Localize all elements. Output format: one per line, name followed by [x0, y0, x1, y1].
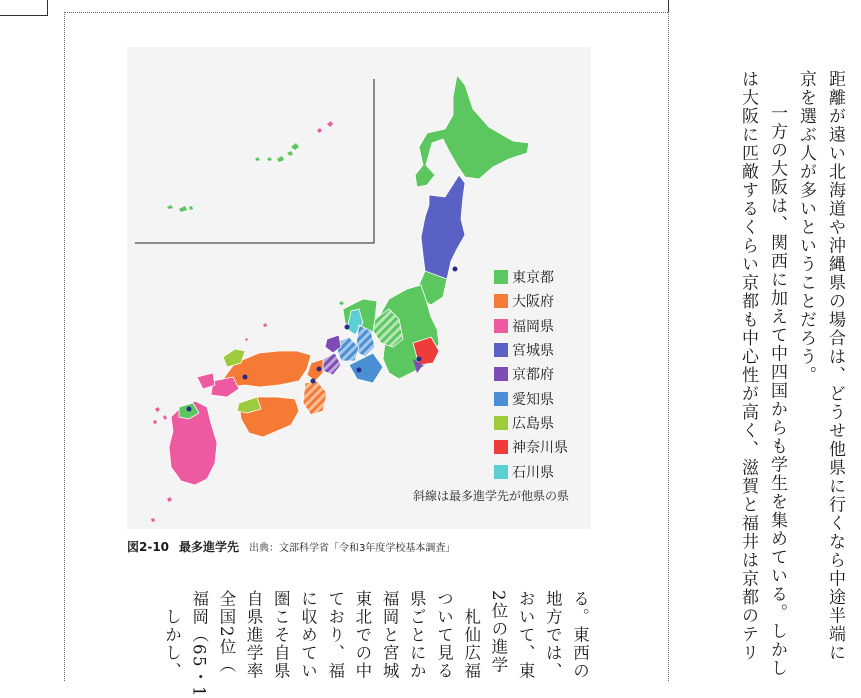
legend-item [494, 459, 568, 483]
map-legend [494, 265, 568, 484]
legend-swatch [494, 440, 508, 454]
hokkaido [415, 75, 529, 187]
legend-label: 神奈川県 [512, 440, 568, 457]
figure-source: 出典：文部科学省「令和3年度学校基本調査」 [249, 543, 456, 554]
okinawa-islands [167, 121, 333, 212]
legend-label: 石川県 [512, 464, 554, 481]
text-column: ており、福 [325, 590, 345, 680]
text-column: る。東西の [570, 590, 590, 680]
legend-swatch [494, 416, 508, 430]
kanazawa-marker [345, 325, 350, 330]
legend-item [494, 289, 568, 313]
legend-label: 京都府 [512, 367, 554, 384]
text-column: 京を選ぶ人が多いということだろう。 [796, 70, 816, 385]
legend-swatch [494, 392, 508, 406]
text-column: は大阪に匹敵するくらい京都も中心性が高く、滋賀と福井は京都のテリ [738, 70, 758, 662]
legend-swatch [494, 270, 508, 284]
legend-label: 東京都 [512, 270, 554, 287]
legend-item [494, 435, 568, 459]
legend-label: 宮城県 [512, 343, 554, 360]
legend-item [494, 338, 568, 362]
legend-item [494, 362, 568, 386]
text-column: 県ごとにか [407, 590, 427, 680]
column-divider [668, 12, 669, 681]
hiroshima-marker [243, 375, 248, 380]
top-tick [668, 0, 669, 12]
text-column: 東北での中 [352, 590, 372, 680]
text-column: しかし、 [162, 608, 182, 680]
legend-item [494, 314, 568, 338]
figure-caption [127, 538, 455, 555]
text-column: に収めてい [298, 590, 318, 680]
text-column: 札仙広福 [461, 608, 481, 680]
legend-swatch [494, 319, 508, 333]
text-column: 福岡と宮城 [380, 590, 400, 680]
legend-item [494, 265, 568, 289]
fukuoka-marker [187, 407, 192, 412]
legend-item [494, 386, 568, 410]
text-column: おいて、東 [516, 590, 536, 680]
text-column: 全国2位（ [216, 590, 236, 674]
tokyo-marker [417, 357, 422, 362]
text-column: 圏こそ自県 [271, 590, 291, 680]
legend-swatch [494, 465, 508, 479]
legend-label: 福岡県 [512, 318, 554, 335]
text-column: 距離が遠い北海道や沖縄県の場合は、どうせ他県に行くなら中途半端に [825, 70, 845, 662]
text-column: 2位の進学 [488, 590, 508, 674]
kyoto-marker [317, 367, 322, 372]
corner-mark [0, 0, 48, 16]
legend-swatch [494, 294, 508, 308]
legend-item [494, 411, 568, 435]
figure-panel [127, 47, 591, 529]
legend-swatch [494, 343, 508, 357]
text-column: 地方では、 [543, 590, 563, 680]
text-column: 福岡（65・1 [189, 590, 209, 698]
top-rule [64, 12, 668, 13]
osaka-marker [311, 379, 316, 384]
left-rule [64, 12, 65, 681]
legend-swatch [494, 367, 508, 381]
figure-title: 最多進学先 [179, 540, 240, 554]
sendai-marker [453, 267, 458, 272]
tohoku [421, 175, 465, 287]
inset-frame [135, 79, 374, 243]
legend-label: 広島県 [512, 415, 554, 432]
text-column: ついて見る [434, 590, 454, 680]
legend-label: 大阪府 [512, 294, 554, 311]
text-column: 自県進学率 [244, 590, 264, 680]
text-column: 一方の大阪は、関西に加えて中四国からも学生を集めている。しかし [767, 104, 787, 678]
hatching-note: 斜線は最多進学先が他県の県 [413, 489, 570, 503]
figure-number: 図2-10 [127, 540, 170, 554]
legend-label: 愛知県 [512, 391, 554, 408]
nagoya-marker [357, 368, 362, 373]
